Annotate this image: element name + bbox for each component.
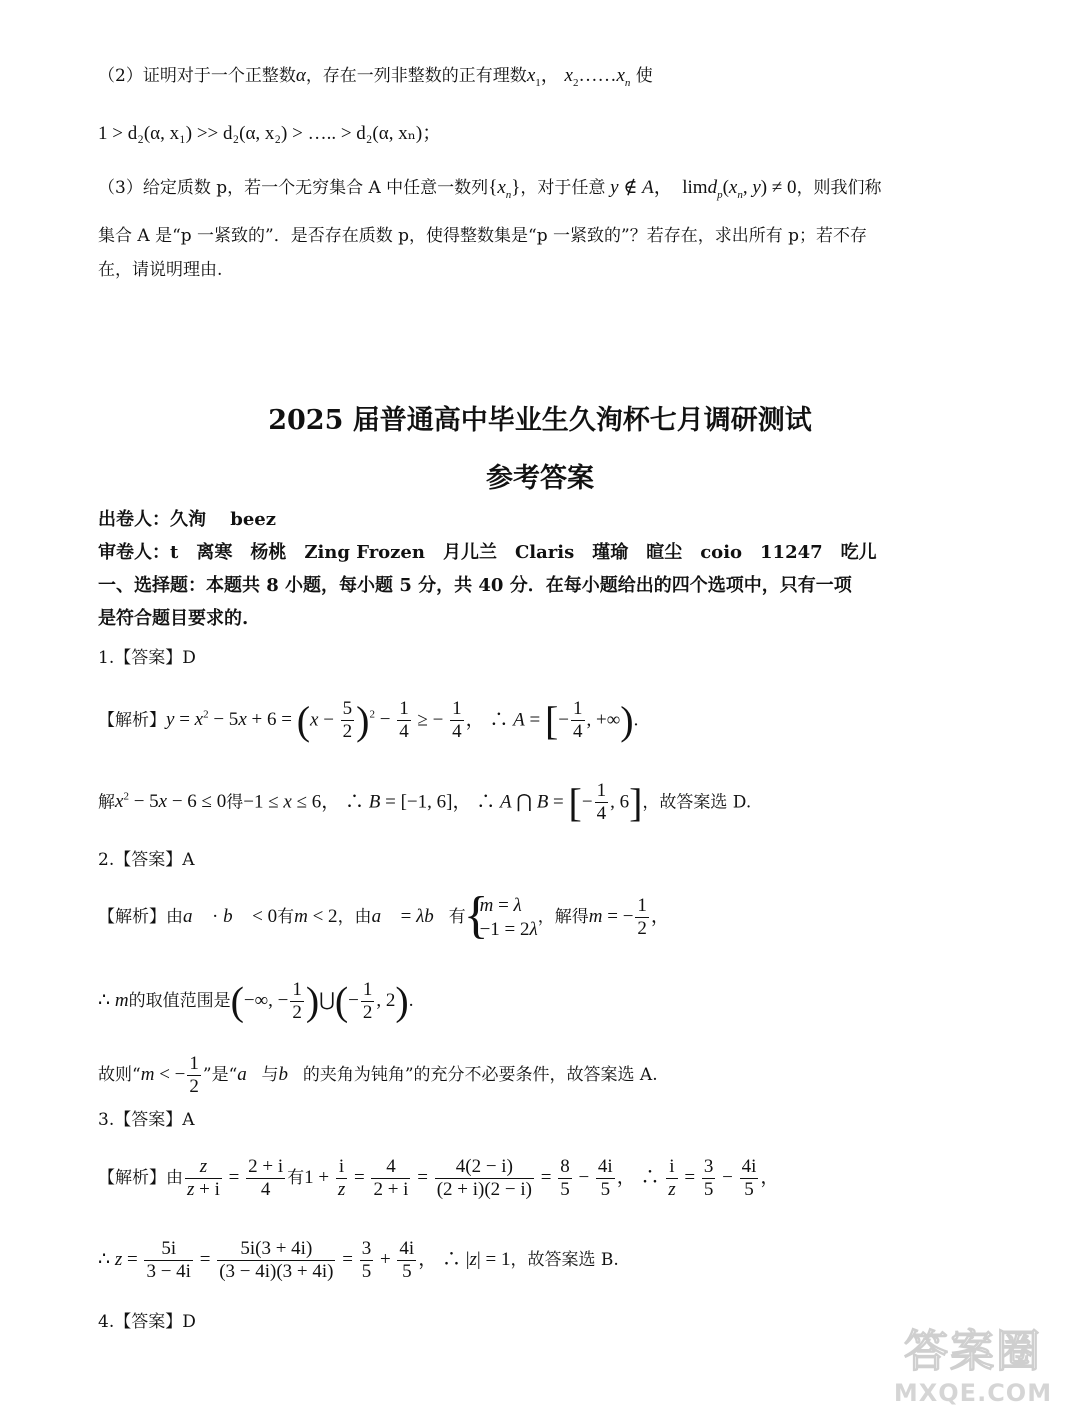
reviewers-line: 审卷人：t 离寒 杨桃 Zing Frozen 月儿兰 Claris 瑾瑜 暄尘 coio 11247 吃儿	[98, 542, 877, 563]
section-heading-2: 是符合题目要求的.	[98, 608, 249, 629]
part3-line1: （3）给定质数 p，若一个无穷集合 A 中任意一数列$\{x_n\}$，对于任意 y ∉ A， $\lim d_p(x_n$, y) ≠ 0，则我们称	[98, 177, 882, 201]
answer-2: 2.【答案】A	[98, 850, 195, 870]
answer-1: 1.【答案】D	[98, 648, 196, 668]
watermark-logo: 答案圈 MXQE.COM	[893, 1326, 1053, 1407]
section-heading-1: 一、选择题：本题共 8 小题，每小题 5 分，共 40 分．在每小题给出的四个选项中，只有一项	[98, 575, 852, 596]
page-subtitle: 参考答案	[486, 463, 594, 494]
part2-line: （2）证明对于一个正整数α，存在一列非整数的正有理数$x_1$， $x_2\dots\dots x_n$ 使	[98, 65, 653, 89]
part3-line2: 集合 A 是“p 一紧致的”．是否存在质数 p，使得整数集是“p 一紧致的”？若存在，求出所有 p；若不存	[98, 226, 867, 246]
answer-3: 3.【答案】A	[98, 1110, 195, 1130]
q2-range: ∴ m的取值范围是(−∞, − $\frac{1}{2}$ )⋃(− $\frac{1}{2}$ , 2).	[98, 978, 414, 1024]
part2-chain: 1 > d₂(α, x₁) >> d₂(α, x₂) > ….. > d₂(α, xₙ)；	[98, 123, 442, 144]
q3-result: ∴ z = $\frac{5i}{3 - 4i}$ = $\frac{5i(3 + 4i)}{(3 - 4i)(3 + 4i)}$ = $\frac{3}{5}$ + $\frac{4i}{5}$ ， ∴ |z| = 1，故答案选 B.	[98, 1238, 619, 1282]
answer-4: 4.【答案】D	[98, 1312, 196, 1332]
q2-analysis: 【解析】由a⃗ · b⃗ < 0有m < 2，由a⃗ = λb⃗有 { m = λ −1 = 2λ ，解得m = − $\frac{1}{2}$ ，	[98, 890, 984, 944]
q2-conclusion: 故则“m < − $\frac{1}{2}$ ”是“a⃗与b⃗的夹角为钝角”的充分不必要条件，故答案选 A.	[98, 1053, 658, 1097]
part3-line3: 在，请说明理由.	[98, 260, 223, 280]
q1-solution: 解$x^2 - 5x - 6 \le 0$得−1 ≤ x ≤ 6， ∴ B = [−1, 6]， ∴ A ⋂ B = [− $\frac{1}{4}$ , 6]，故答案选 D.	[98, 779, 752, 825]
author-line: 出卷人：久洵 beez	[98, 509, 276, 530]
q1-analysis: 【解析】$y = x^2 - 5x + 6 = (x$ − $\frac{5}{2}$ )$^2$ − $\frac{1}{4}$ ≥ − $\frac{1}{4}$ ， ∴ A = [− $\frac{1}{4}$ , +∞).	[98, 697, 639, 743]
q3-analysis: 【解析】由 $\frac{z}{z + i}$ = $\frac{2 + i}{4}$ 有1 + $\frac{i}{z}$ = $\frac{4}{2 + i}$ = $\frac{4(2 - i)}{(2 + i)(2 - i)}$ = $\frac{8}{5}$ − $\frac{4i}{5}$ ， ∴ $\frac{i}{z}$ = $\frac{3}{5}$ − $\frac{4i}{5}$ ，	[98, 1156, 780, 1200]
page-title: 2025 届普通高中毕业生久洵杯七月调研测试	[268, 405, 812, 436]
